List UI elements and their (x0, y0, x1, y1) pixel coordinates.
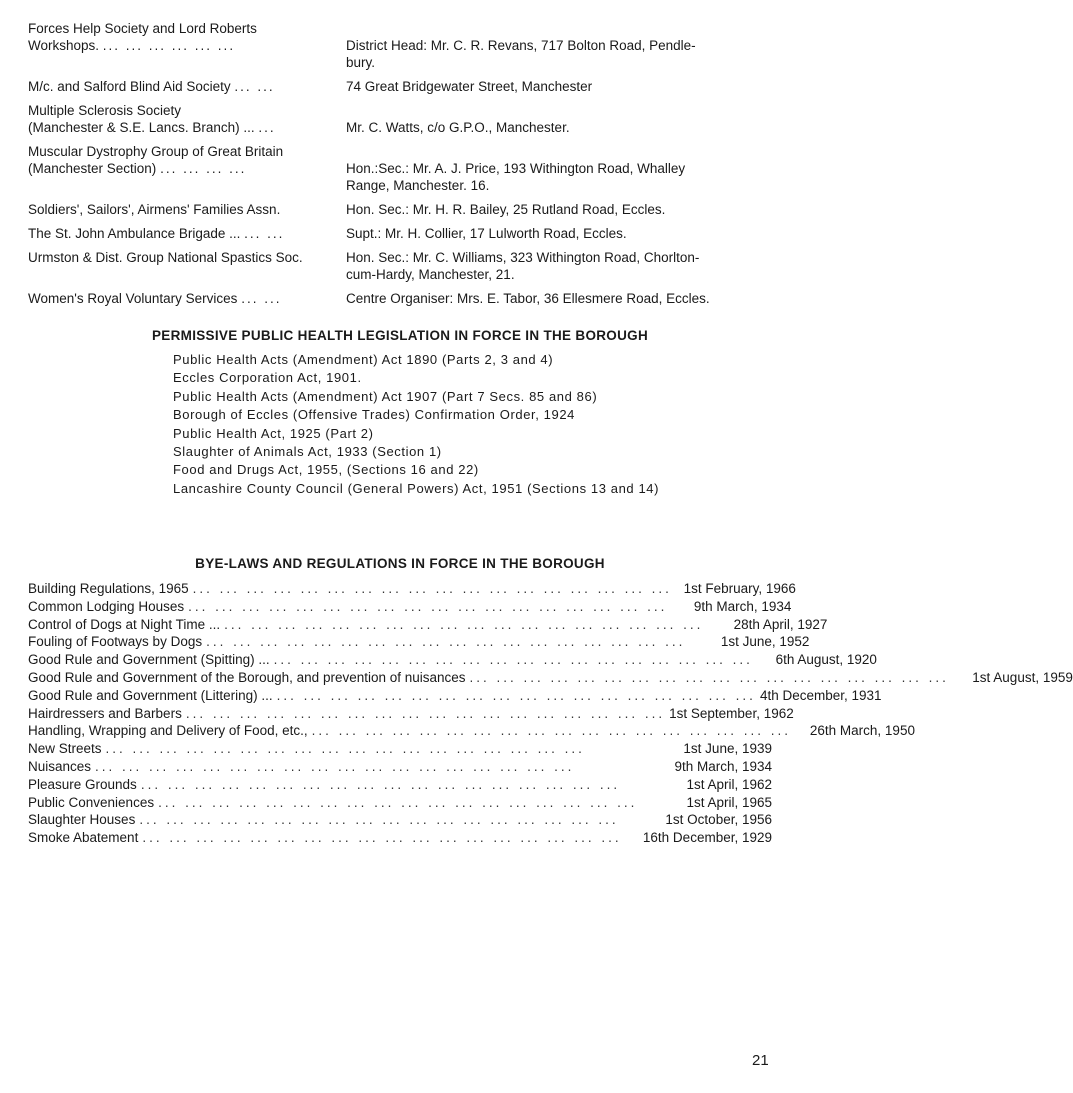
byelaw-name: Smoke Abatement (28, 830, 139, 846)
byelaw-date: 1st February, 1966 (683, 581, 796, 596)
org-row (28, 102, 778, 136)
byelaw-name: Nuisances (28, 758, 92, 774)
byelaw-row: Public Conveniences ... ... ... ... ... ... ... ... ... ... ... ... ... ... ... ... ... ... 1st April, 1965 (28, 794, 772, 810)
byelaw-name: Pleasure Grounds (28, 776, 137, 792)
org-detail: Centre Organiser: Mrs. E. Tabor, 36 Ellesmere Road, Eccles. (346, 291, 710, 306)
byelaw-date: 1st October, 1956 (665, 812, 772, 828)
org-row (28, 143, 778, 194)
byelaw-name: New Streets (28, 741, 102, 757)
byelaw-row: Good Rule and Government (Littering) ... ... ... ... ... ... ... ... ... ... ... ... ... ... ... ... ... ... ... 4th December, 1931 (28, 687, 882, 703)
act-item: Food and Drugs Act, 1955, (Sections 16 and 22) (173, 462, 479, 478)
byelaw-date: 1st August, 1959 (972, 669, 1073, 685)
byelaw-row: Building Regulations, 1965 ... ... ... ... ... ... ... ... ... ... ... ... ... ... ... ... ... ... 1st February, 1966 (28, 581, 796, 596)
org-row (28, 225, 778, 242)
byelaw-name: Common Lodging Houses (28, 598, 185, 614)
byelaw-name: Fouling of Footways by Dogs (28, 634, 203, 650)
byelaw-name: Control of Dogs at Night Time ... (28, 616, 221, 632)
byelaw-date: 1st September, 1962 (669, 705, 794, 721)
byelaw-row: Slaughter Houses ... ... ... ... ... ... ... ... ... ... ... ... ... ... ... ... ... ... 1st October, 1956 (28, 812, 772, 828)
permissive-heading: PERMISSIVE PUBLIC HEALTH LEGISLATION IN FORCE IN THE BOROUGH (151, 328, 649, 343)
byelaw-row: Hairdressers and Barbers ... ... ... ... ... ... ... ... ... ... ... ... ... ... ... ... ... ... 1st September, 1962 (28, 705, 794, 721)
org-detail: Supt.: Mr. H. Collier, 17 Lulworth Road, Eccles. (346, 226, 627, 241)
byelaw-name: Good Rule and Government (Spitting) ... (28, 652, 270, 668)
byelaw-date: 9th March, 1934 (693, 598, 792, 614)
org-name: Urmston & Dist. Group National Spastics Soc. (28, 250, 303, 265)
byelaw-row: Smoke Abatement ... ... ... ... ... ... ... ... ... ... ... ... ... ... ... ... ... ... 16th December, 1929 (28, 830, 772, 846)
byelaw-row: Common Lodging Houses ... ... ... ... ... ... ... ... ... ... ... ... ... ... ... ... ... ... 9th March, 1934 (28, 598, 792, 614)
byelaw-date: 1st April, 1965 (686, 794, 772, 810)
org-name: Forces Help Society and Lord Roberts Workshops. ... ... ... ... ... ... (28, 21, 257, 53)
org-name: Women's Royal Voluntary Services ... ... (28, 291, 282, 306)
byelaw-date: 1st June, 1939 (683, 741, 772, 757)
act-item: Public Health Acts (Amendment) Act 1907 (Part 7 Secs. 85 and 86) (173, 388, 598, 404)
page-number: 21 (752, 1052, 769, 1069)
org-detail: 74 Great Bridgewater Street, Manchester (346, 79, 593, 94)
byelaw-name: Good Rule and Government of the Borough, and prevention of nuisances (28, 669, 466, 685)
org-name: M/c. and Salford Blind Aid Society ... ... (28, 79, 275, 94)
org-detail: Hon. Sec.: Mr. C. Williams, 323 Withington Road, Chorlton- cum-Hardy, Manchester, 21. (346, 250, 700, 282)
byelaw-row: Good Rule and Government (Spitting) ... ... ... ... ... ... ... ... ... ... ... ... ... ... ... ... ... ... ... 6th August, 1920 (28, 652, 877, 668)
org-detail: District Head: Mr. C. R. Revans, 717 Bolton Road, Pendle- bury. (346, 38, 696, 70)
byelaw-row: Pleasure Grounds ... ... ... ... ... ... ... ... ... ... ... ... ... ... ... ... ... ... 1st April, 1962 (28, 776, 772, 792)
org-row (28, 249, 778, 283)
byelaw-row: Handling, Wrapping and Delivery of Food, etc., ... ... ... ... ... ... ... ... ... ... ... ... ... ... ... ... ... ... 26th March, 1950 (28, 723, 915, 739)
byelaw-row: Control of Dogs at Night Time ... ... ... ... ... ... ... ... ... ... ... ... ... ... ... ... ... ... ... 28th April, 1927 (28, 616, 828, 632)
acts-list (173, 351, 773, 498)
act-item: Slaughter of Animals Act, 1933 (Section 1) (173, 444, 442, 460)
byelaw-row: Fouling of Footways by Dogs ... ... ... ... ... ... ... ... ... ... ... ... ... ... ... ... ... ... 1st June, 1952 (28, 634, 810, 650)
byelaw-row: Good Rule and Government of the Borough, and prevention of nuisances ... ... ... ... ... ... ... ... ... ... ... ... ... ... ... ... ... ... 1st August, 1959 (28, 669, 1073, 685)
byelaw-name: Hairdressers and Barbers (28, 705, 182, 721)
byelaw-date: 4th December, 1931 (759, 687, 882, 703)
org-name: Muscular Dystrophy Group of Great Britain (Manchester Section) ... ... ... ... (28, 144, 284, 176)
byelaw-row: New Streets ... ... ... ... ... ... ... ... ... ... ... ... ... ... ... ... ... ... 1st June, 1939 (28, 741, 772, 757)
byelaw-date: 28th April, 1927 (733, 616, 828, 632)
act-item: Eccles Corporation Act, 1901. (173, 370, 362, 386)
org-name: Soldiers', Sailors', Airmens' Families Assn. (28, 202, 281, 217)
org-detail: Hon.:Sec.: Mr. A. J. Price, 193 Withington Road, Whalley Range, Manchester. 16. (346, 161, 686, 193)
org-name: The St. John Ambulance Brigade ... ... ... (28, 226, 285, 241)
byelaw-name: Handling, Wrapping and Delivery of Food, etc., (28, 723, 308, 739)
byelaw-row: Nuisances ... ... ... ... ... ... ... ... ... ... ... ... ... ... ... ... ... ... 9th March, 1934 (28, 758, 772, 774)
byelaw-date: 16th December, 1929 (642, 830, 772, 846)
byelaw-name: Public Conveniences (28, 794, 155, 810)
organisations-list (28, 20, 778, 314)
act-item: Lancashire County Council (General Powers) Act, 1951 (Sections 13 and 14) (173, 480, 660, 496)
org-row (28, 78, 778, 95)
byelaw-date: 1st June, 1952 (720, 634, 810, 650)
byelaw-date: 1st April, 1962 (686, 776, 772, 792)
act-item: Public Health Act, 1925 (Part 2) (173, 425, 374, 441)
byelaws-heading: BYE-LAWS AND REGULATIONS IN FORCE IN THE BOROUGH (195, 556, 605, 571)
byelaw-date: 26th March, 1950 (809, 723, 915, 739)
org-row (28, 290, 778, 307)
byelaws-list (28, 580, 1073, 847)
org-name: Multiple Sclerosis Society (Manchester & S.E. Lancs. Branch) ... ... (28, 103, 276, 135)
org-row (28, 20, 778, 71)
org-detail: Mr. C. Watts, c/o G.P.O., Manchester. (346, 120, 570, 135)
org-row (28, 201, 778, 218)
byelaw-name: Good Rule and Government (Littering) ... (28, 687, 273, 703)
act-item: Borough of Eccles (Offensive Trades) Confirmation Order, 1924 (173, 407, 575, 423)
org-detail: Hon. Sec.: Mr. H. R. Bailey, 25 Rutland Road, Eccles. (346, 202, 666, 217)
byelaw-name: Building Regulations, 1965 (28, 581, 189, 596)
byelaw-date: 9th March, 1934 (674, 758, 772, 774)
byelaw-name: Slaughter Houses (28, 812, 136, 828)
act-item: Public Health Acts (Amendment) Act 1890 (Parts 2, 3 and 4) (173, 352, 554, 367)
byelaw-date: 6th August, 1920 (775, 652, 877, 668)
